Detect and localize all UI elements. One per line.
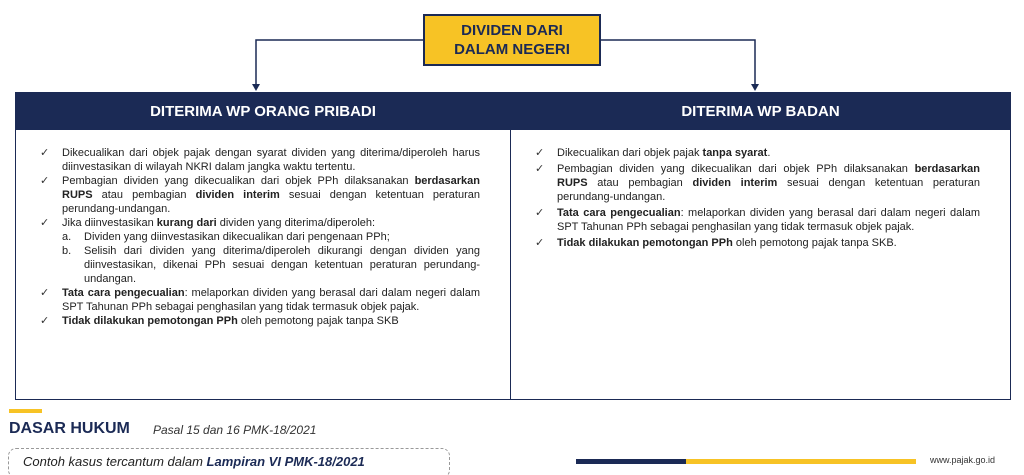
list-item — [535, 236, 980, 250]
item-text: Pembagian dividen yang dikecualikan dari objek PPh dilaksanakan berdasarkan RUPS atau pembagian dividen interim sesuai dengan ketentuan peraturan perundang-undangan. — [557, 163, 980, 203]
check-icon: ✓ — [40, 147, 50, 159]
panel-body-orang-pribadi — [16, 130, 510, 328]
dividen-title-box — [423, 14, 601, 66]
list-item — [40, 216, 480, 230]
sub-letter: b. — [62, 245, 72, 257]
panel-badan — [511, 92, 1011, 400]
item-text: Tata cara pengecualian: melaporkan dividen yang berasal dari dalam negeri dalam SPT Tahunan PPh sebagai penghasilan yang tidak termasuk objek pajak. — [557, 207, 980, 233]
sub-letter: a. — [62, 231, 72, 243]
website-link[interactable]: www.pajak.go.id — [930, 455, 996, 465]
sub-text: Dividen yang diinvestasikan dikecualikan dari pengenaan PPh; — [84, 231, 390, 243]
check-icon: ✓ — [40, 287, 50, 299]
panel-orang-pribadi — [15, 92, 511, 400]
item-text: Tidak dilakukan pemotongan PPh oleh pemotong pajak tanpa SKB. — [557, 237, 897, 249]
list-item — [535, 206, 980, 234]
example-note-box — [8, 448, 450, 475]
item-text: Dikecualikan dari objek pajak tanpa syarat. — [557, 147, 771, 159]
legal-basis-text: Pasal 15 dan 16 PMK-18/2021 — [153, 423, 317, 437]
lampiran-reference: Lampiran VI PMK-18/2021 — [206, 454, 365, 469]
check-icon: ✓ — [535, 207, 545, 219]
check-icon: ✓ — [535, 163, 545, 175]
list-item — [40, 146, 480, 174]
panel-body-badan — [511, 130, 1010, 250]
example-note-text: Contoh kasus tercantum dalam — [23, 454, 207, 469]
item-text: Tata cara pengecualian: melaporkan dividen yang berasal dari dalam negeri dalam SPT Tahunan PPh sebagai penghasilan yang tidak termasuk objek pajak. — [62, 287, 480, 313]
sub-text: Selisih dari dividen yang diterima/diperoleh dikurangi dengan dividen yang diinvestasikan, dikenai PPh sesuai dengan ketentuan peraturan perundang-undangan. — [84, 245, 480, 285]
footer-line-yellow — [686, 459, 916, 464]
check-icon: ✓ — [40, 315, 50, 327]
list-item — [40, 286, 480, 314]
sub-list-item — [62, 230, 480, 244]
check-icon: ✓ — [535, 147, 545, 159]
panel-header-orang-pribadi: DITERIMA WP ORANG PRIBADI — [16, 93, 510, 130]
panel-header-badan: DITERIMA WP BADAN — [511, 93, 1010, 130]
accent-bar — [9, 409, 42, 413]
item-text: Dikecualikan dari objek pajak dengan syarat dividen yang diterima/diperoleh harus diinvestasikan di wilayah NKRI dalam jangka waktu tertentu. — [62, 147, 480, 173]
dasar-hukum-heading: DASAR HUKUM — [9, 420, 130, 437]
check-icon: ✓ — [40, 217, 50, 229]
sub-list-item — [62, 244, 480, 286]
item-text: Jika diinvestasikan kurang dari dividen yang diterima/diperoleh: — [62, 217, 376, 229]
title-line-2: DALAM NEGERI — [454, 41, 570, 58]
list-item — [535, 162, 980, 204]
title-line-1: DIVIDEN DARI — [461, 22, 563, 39]
item-text: Pembagian dividen yang dikecualikan dari objek PPh dilaksanakan berdasarkan RUPS atau pembagian dividen interim sesuai dengan ketentuan peraturan perundang-undangan. — [62, 175, 480, 215]
item-text: Tidak dilakukan pemotongan PPh oleh pemotong pajak tanpa SKB — [62, 315, 399, 327]
footer-line-navy — [576, 459, 686, 464]
check-icon: ✓ — [535, 237, 545, 249]
list-item — [40, 314, 480, 328]
list-item — [535, 146, 980, 160]
list-item — [40, 174, 480, 216]
check-icon: ✓ — [40, 175, 50, 187]
